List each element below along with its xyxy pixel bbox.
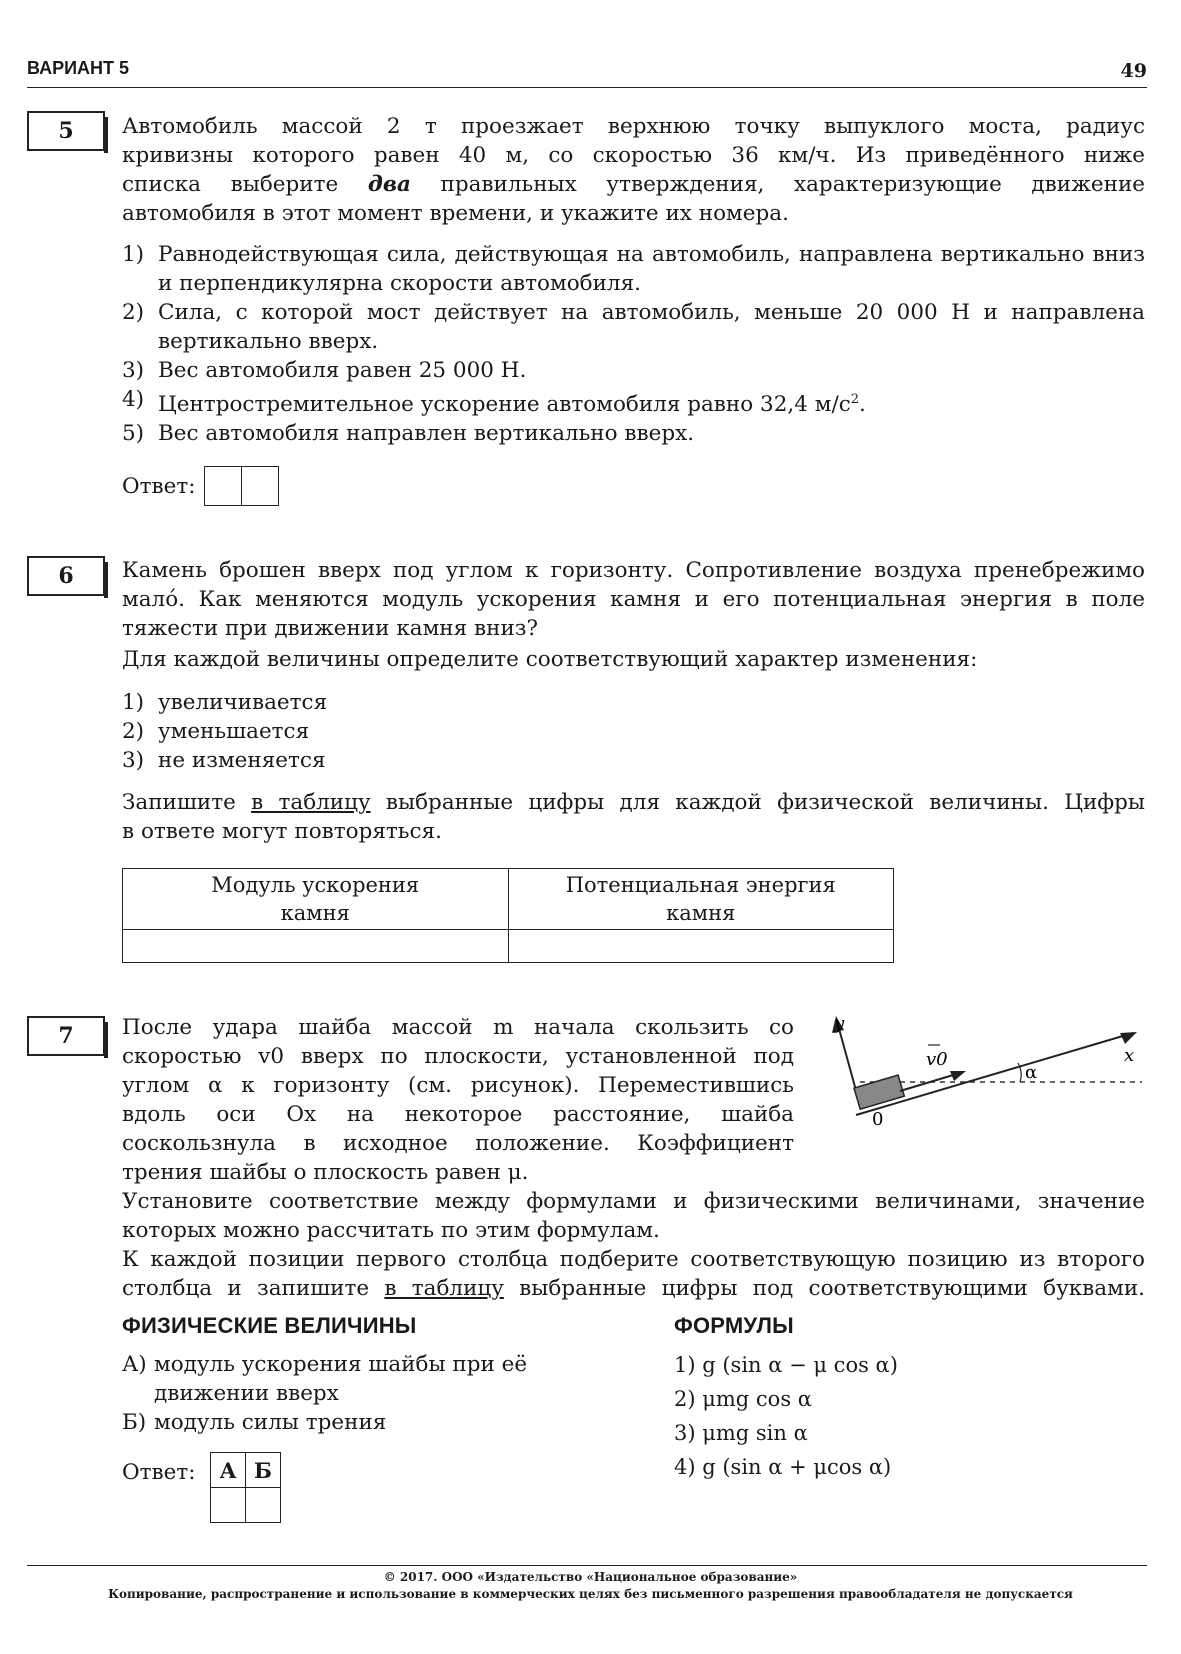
task-6-write-instruction: Запишите в таблицу выбранные цифры для каждой физической величины. Цифры в ответе могут повторяться.	[122, 790, 1145, 844]
task-6-line: тяжести при движении камня вниз?	[122, 616, 539, 641]
formula-item: 4) g (sin α + μcos α)	[674, 1455, 892, 1479]
task-6-number: 6	[27, 556, 105, 596]
formula-item: 1) g (sin α − μ cos α)	[674, 1353, 898, 1377]
task-7-answer-table	[210, 1452, 281, 1523]
task-5-line: автомобиля в этот момент времени, и укажите их номера.	[122, 201, 789, 226]
alpha-label: α	[1025, 1062, 1038, 1083]
quantities-list: А) модуль ускорения шайбы при её движении вверх Б) модуль силы трения	[122, 1350, 582, 1437]
task-6-intro	[122, 556, 1145, 643]
y-label: y	[834, 1013, 845, 1034]
task-7-line: соскользнула в исходное положение. Коэффициент	[122, 1131, 794, 1156]
task-6-option: 2) уменьшается	[122, 719, 310, 744]
task-7-text	[122, 1013, 794, 1187]
task-7-line: вдоль оси Ox на некоторое расстояние, шайба	[122, 1102, 794, 1127]
inclined-plane-figure	[820, 1005, 1150, 1130]
table-header: Потенциальная энергия камня	[508, 869, 894, 930]
task-5-option: 4) Центростремительное ускорение автомобиля равно 32,4 $м/с^2$.	[122, 387, 866, 418]
task-5-option: 5) Вес автомобиля направлен вертикально вверх.	[122, 421, 695, 447]
task-6-options	[122, 688, 722, 775]
task-6-line: мало́. Как меняются модуль ускорения камня и его потенциальная энергия в поле	[122, 587, 1145, 612]
task-6-answer-table	[122, 868, 894, 963]
task-7-line: углом α к горизонту (см. рисунок). Переместившись	[122, 1073, 794, 1098]
answer-cell[interactable]	[241, 466, 279, 506]
formula-item: 2) μmg cos α	[674, 1387, 812, 1411]
task-7-line: скоростью v0 вверх по плоскости, установленной под	[122, 1044, 794, 1069]
copyright-notice: Копирование, распространение и использование в коммерческих целях без письменного разрешения правообладателя не допускается	[108, 1587, 1073, 1601]
formulas-list	[674, 1348, 1094, 1484]
x-axis-arrow	[1120, 1032, 1137, 1044]
task-5-option: 1) Равнодействующая сила, действующая на автомобиль, направлена вертикально вниз и перпендикулярна скорости автомобиля.	[122, 242, 1145, 296]
task-5-option: 3) Вес автомобиля равен 25 000 Н.	[122, 358, 527, 383]
answer-cell[interactable]	[211, 1488, 246, 1523]
task-5-options	[122, 240, 1145, 448]
task-7-line: трения шайбы о плоскость равен μ.	[122, 1160, 529, 1185]
answer-cell[interactable]	[508, 930, 894, 963]
formula-item: 3) μmg sin α	[674, 1421, 808, 1445]
table-link: в таблицу	[384, 1276, 504, 1301]
task-5-number: 5	[27, 111, 105, 151]
variant-title: ВАРИАНТ 5	[27, 58, 130, 78]
task-5-option: 2) Сила, с которой мост действует на автомобиль, меньше 20 000 Н и направлена вертикально вверх.	[122, 300, 1145, 354]
task-7-line: После удара шайба массой m начала скользить со	[122, 1015, 794, 1040]
task-5-intro	[122, 112, 1145, 228]
answer-col-b: Б	[246, 1453, 281, 1488]
task-6-instruction: Для каждой величины определите соответствующий характер изменения:	[122, 647, 978, 672]
task-6-option: 3) не изменяется	[122, 748, 326, 773]
task-5-answer	[122, 466, 279, 506]
answer-label: Ответ:	[122, 473, 196, 499]
origin-label: 0	[872, 1109, 884, 1130]
table-link: в таблицу	[251, 790, 371, 815]
task-7-answer-label: Ответ:	[122, 1460, 196, 1485]
x-axis	[856, 1033, 1133, 1115]
copyright: © 2017. ООО «Издательство «Национальное образование»	[383, 1570, 798, 1584]
quantity-item: Б) модуль силы трения	[122, 1410, 387, 1435]
x-label: x	[1124, 1045, 1135, 1066]
task-6-line: Камень брошен вверх под углом к горизонту. Сопротивление воздуха пренебрежимо	[122, 558, 1145, 583]
footer-divider	[27, 1565, 1147, 1566]
header-divider	[27, 87, 1147, 88]
answer-cell[interactable]	[204, 466, 242, 506]
task-5-line: Автомобиль массой 2 т проезжает верхнюю точку выпуклого моста, радиус	[122, 114, 1145, 139]
v0-label: v0	[926, 1049, 948, 1070]
task-6-option: 1) увеличивается	[122, 690, 328, 715]
task-5-line: списка выберите два правильных утверждения, характеризующие движение	[122, 172, 1145, 197]
answer-cell[interactable]	[123, 930, 509, 963]
puck	[854, 1075, 904, 1109]
table-header: Модуль ускорения камня	[123, 869, 509, 930]
formulas-title: ФОРМУЛЫ	[674, 1313, 794, 1338]
velocity-arrow	[950, 1071, 966, 1081]
answer-col-a: А	[211, 1453, 246, 1488]
answer-cell[interactable]	[246, 1488, 281, 1523]
task-7-instructions: Установите соответствие между формулами и физическими величинами, значение которых можно рассчитать по этим формулам. К каждой позиции первого столбца подберите соответствующую позицию из второго столбца и запишите в таблицу выбранные цифры под соответствующими буквами.	[122, 1189, 1145, 1301]
emphasis-two: два	[367, 172, 411, 197]
page-number: 49	[1120, 60, 1147, 82]
task-5-line: кривизны которого равен 40 м, со скоростью 36 км/ч. Из приведённого ниже	[122, 143, 1145, 168]
quantities-title: ФИЗИЧЕСКИЕ ВЕЛИЧИНЫ	[122, 1313, 417, 1338]
quantity-item: А) модуль ускорения шайбы при её	[122, 1352, 528, 1377]
task-7-number: 7	[27, 1016, 105, 1056]
